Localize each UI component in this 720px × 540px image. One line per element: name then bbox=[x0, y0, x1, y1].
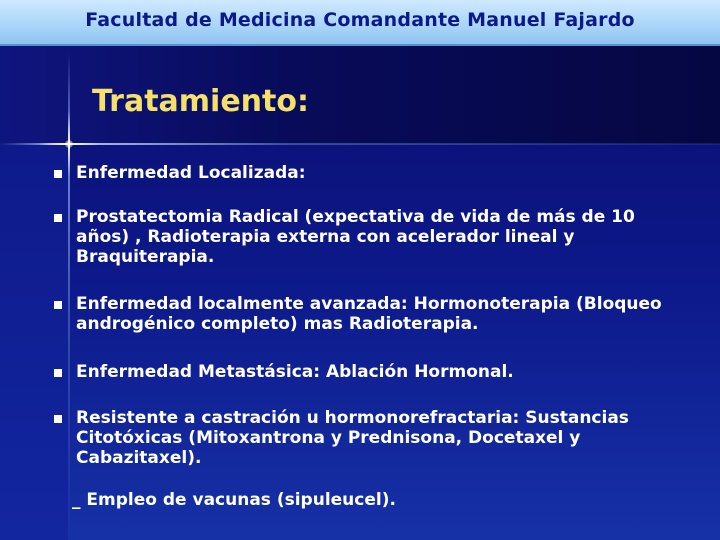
bullet-item-localizada: Enfermedad Localizada: bbox=[76, 163, 306, 183]
bullet-item-avanzada: Enfermedad localmente avanzada: Hormonoterapia (Bloqueo androgénico completo) mas Radioterapia. bbox=[76, 294, 662, 334]
bullet-item-metastasica: Enfermedad Metastásica: Ablación Hormonal. bbox=[76, 362, 514, 382]
bullet-square-icon bbox=[54, 214, 62, 222]
bullet-item-prostatectomia: Prostatectomia Radical (expectativa de vida de más de 10 años) , Radioterapia externa con acelerador lineal y Braquiterapia. bbox=[76, 207, 635, 267]
bullet-square-icon bbox=[54, 369, 62, 377]
bullet-square-icon bbox=[54, 301, 62, 309]
slide-heading: Tratamiento: bbox=[92, 84, 309, 119]
bullet-square-icon bbox=[54, 170, 62, 178]
faculty-title: Facultad de Medicina Comandante Manuel Fajardo bbox=[85, 9, 635, 31]
bullet-square-icon bbox=[54, 415, 62, 423]
bullet-item-resistente: Resistente a castración u hormonorefractaria: Sustancias Citotóxicas (Mitoxantrona y Prednisona, Docetaxel y Cabazitaxel). bbox=[76, 408, 629, 468]
sub-item-vacunas: _ Empleo de vacunas (sipuleucel). bbox=[72, 490, 396, 510]
